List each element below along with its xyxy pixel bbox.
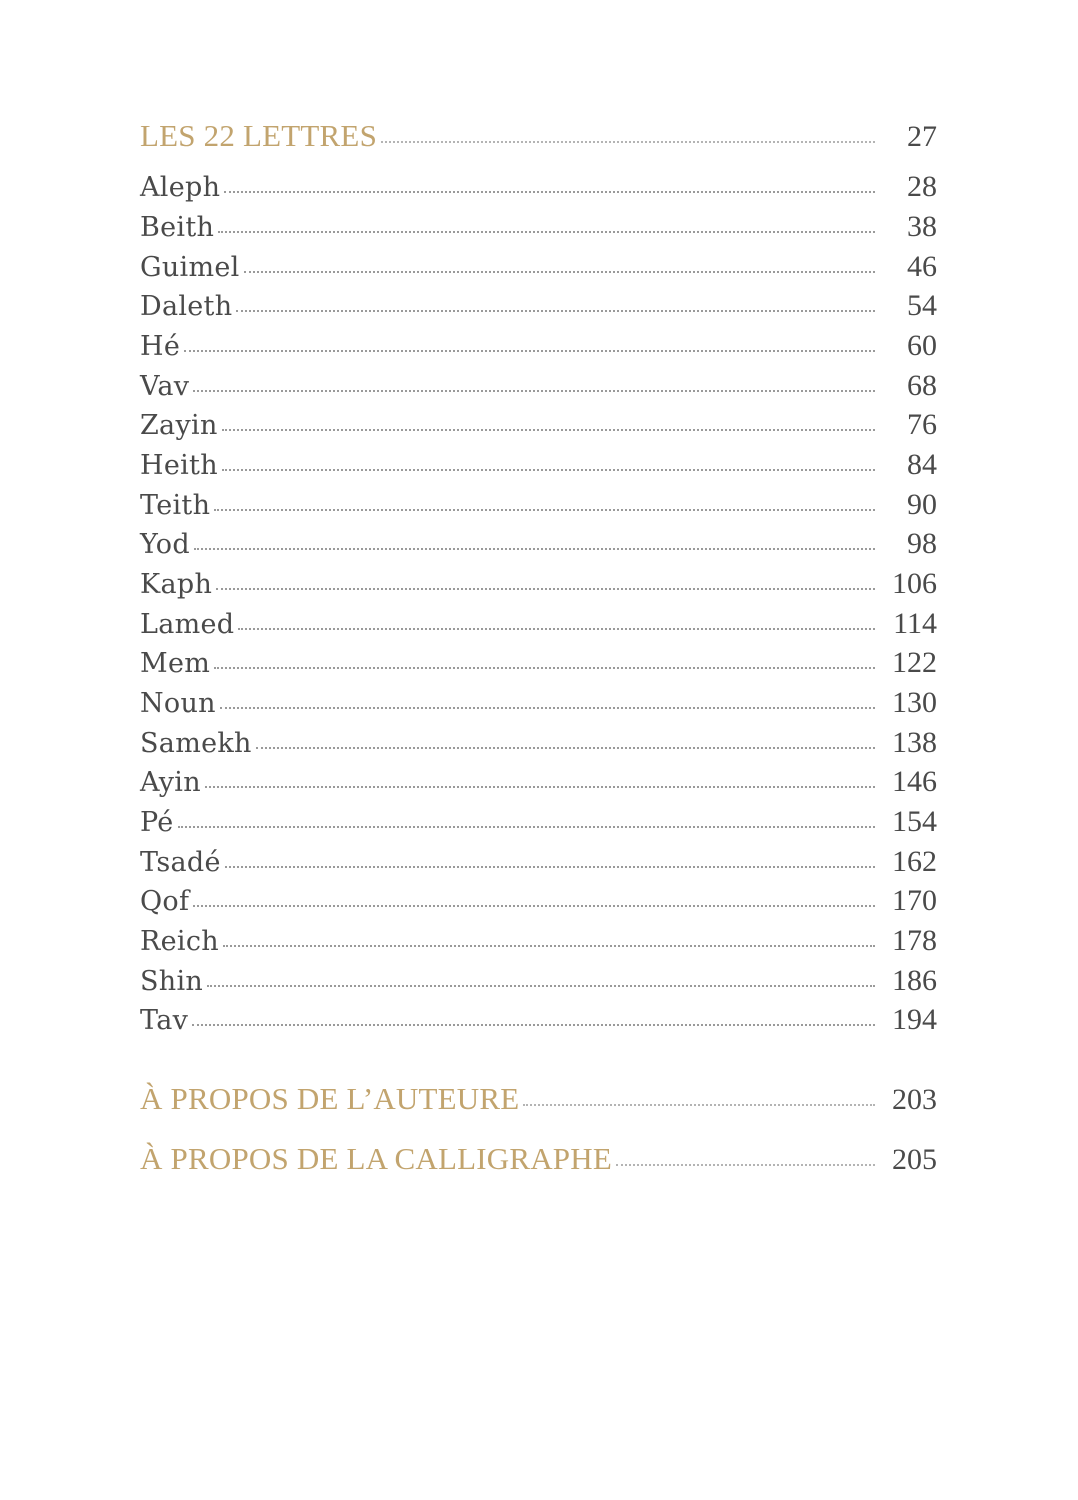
toc-letter-entry[interactable] (140, 726, 937, 760)
letter-name: Noun (140, 688, 216, 719)
toc-section-entry[interactable] (140, 118, 937, 154)
letter-name: Tav (140, 1005, 189, 1036)
section-title: À PROPOS DE L’AUTEURE (140, 1081, 520, 1116)
page-number: 154 (892, 805, 937, 838)
toc-letter-entry[interactable] (140, 964, 937, 998)
dot-leader (207, 985, 875, 987)
letter-name: Teith (140, 490, 211, 521)
page-number: 146 (892, 765, 937, 798)
toc-letter-entry[interactable] (140, 289, 937, 323)
dot-leader (194, 548, 875, 550)
page-number: 38 (907, 210, 937, 243)
dot-leader (381, 141, 875, 143)
page-number: 138 (892, 726, 937, 759)
toc-letter-entry[interactable] (140, 210, 937, 244)
page-number: 122 (892, 646, 937, 679)
page-number: 76 (907, 408, 937, 441)
page-number: 90 (907, 488, 937, 521)
letter-name: Tsadé (140, 847, 221, 878)
dot-leader (256, 747, 875, 749)
dot-leader (192, 1024, 875, 1026)
page-number: 130 (892, 686, 937, 719)
letter-name: Pé (140, 807, 174, 838)
letter-name: Daleth (140, 291, 233, 322)
page-number: 54 (907, 289, 937, 322)
toc-letter-entry[interactable] (140, 448, 937, 482)
toc-letter-entry[interactable] (140, 170, 937, 204)
toc-letter-entry[interactable] (140, 250, 937, 284)
page-number: 186 (892, 964, 937, 997)
page-number: 27 (907, 120, 937, 153)
toc-letter-entry[interactable] (140, 884, 937, 918)
letter-name: Vav (140, 371, 190, 402)
toc-letter-entry[interactable] (140, 329, 937, 363)
dot-leader (193, 390, 875, 392)
dot-leader (523, 1104, 875, 1106)
letter-name: Guimel (140, 252, 240, 283)
letter-name: Yod (140, 529, 190, 560)
section-title: À PROPOS DE LA CALLIGRAPHE (140, 1141, 612, 1176)
toc-letter-entry[interactable] (140, 765, 937, 799)
dot-leader (225, 866, 875, 868)
dot-leader (205, 786, 875, 788)
page-number: 98 (907, 527, 937, 560)
letter-name: Beith (140, 212, 215, 243)
dot-leader (216, 588, 875, 590)
toc-letter-entry[interactable] (140, 686, 937, 720)
letter-name: Qof (140, 886, 190, 917)
toc-letter-entry[interactable] (140, 924, 937, 958)
page-number: 84 (907, 448, 937, 481)
toc-section-entry[interactable] (140, 1141, 937, 1177)
toc-section-entry[interactable] (140, 1081, 937, 1117)
dot-leader (193, 905, 875, 907)
toc-letter-entry[interactable] (140, 1003, 937, 1037)
letter-name: Shin (140, 966, 204, 997)
toc-letter-entry[interactable] (140, 369, 937, 403)
letter-name: Kaph (140, 569, 213, 600)
toc-letter-entry[interactable] (140, 805, 937, 839)
page-number: 106 (892, 567, 937, 600)
page-number: 194 (892, 1003, 937, 1036)
page-number: 205 (892, 1143, 937, 1176)
letter-name: Reich (140, 926, 219, 957)
page-number: 46 (907, 250, 937, 283)
letter-name: Lamed (140, 609, 235, 640)
dot-leader (238, 628, 875, 630)
toc-letter-entry[interactable] (140, 527, 937, 561)
toc-letter-entry[interactable] (140, 607, 937, 641)
dot-leader (224, 191, 875, 193)
page-number: 60 (907, 329, 937, 362)
toc-letter-entry[interactable] (140, 567, 937, 601)
letter-name: Mem (140, 648, 211, 679)
letter-name: Samekh (140, 728, 252, 759)
dot-leader (223, 945, 875, 947)
toc-letter-entry[interactable] (140, 408, 937, 442)
dot-leader (222, 469, 875, 471)
dot-leader (214, 509, 875, 511)
dot-leader (222, 429, 875, 431)
letter-name: Aleph (140, 172, 221, 203)
dot-leader (214, 667, 875, 669)
dot-leader (178, 826, 875, 828)
letter-name: Ayin (140, 767, 201, 798)
page-number: 170 (892, 884, 937, 917)
dot-leader (244, 271, 875, 273)
section-title: LES 22 LETTRES (140, 118, 378, 153)
dot-leader (616, 1164, 875, 1166)
page-number: 68 (907, 369, 937, 402)
toc-letter-entry[interactable] (140, 488, 937, 522)
letter-name: Hé (140, 331, 181, 362)
toc-letter-entry[interactable] (140, 845, 937, 879)
dot-leader (236, 310, 875, 312)
page-number: 178 (892, 924, 937, 957)
dot-leader (184, 350, 875, 352)
page-number: 28 (907, 170, 937, 203)
toc-letter-entry[interactable] (140, 646, 937, 680)
page-number: 114 (893, 607, 937, 640)
dot-leader (220, 707, 875, 709)
page-number: 162 (892, 845, 937, 878)
letter-name: Zayin (140, 410, 218, 441)
letter-name: Heith (140, 450, 218, 481)
dot-leader (218, 231, 875, 233)
page-number: 203 (892, 1083, 937, 1116)
